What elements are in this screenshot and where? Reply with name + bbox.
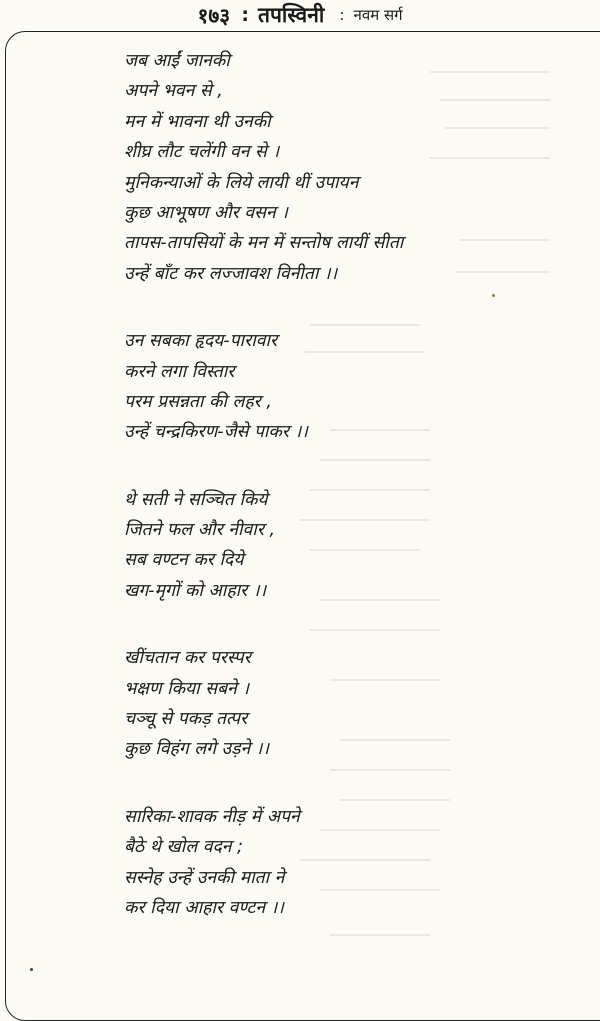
stanza-5 [124,802,594,924]
stanza-1 [124,46,594,289]
verse-line: जब आईं जानकी [124,51,230,71]
verse-line: खग-मृगों को आहार ।। [124,580,267,601]
verse-line: सब वण्टन कर दिये [124,550,244,571]
verse-line: परम प्रसन्नता की लहर , [124,391,272,412]
verse-line: उन सबका हृदय-पारावार [124,331,278,352]
verse-line: उन्हें बाँट कर लज्जावश विनीता ।। [124,263,338,284]
verse-line: चञ्चू से पकड़ तत्पर [124,709,248,730]
ink-speck [30,968,33,971]
ink-speck [492,294,495,297]
verse-line: करने लगा विस्तार [124,361,235,382]
verse-line: तापस-तापसियों के मन में सन्तोष लायीं सीता [124,233,404,254]
stanza-3 [124,485,594,607]
verse-line: जितने फल और नीवार , [124,520,276,541]
page-number: १७३ [197,4,231,28]
verse-line: मुनिकन्याओं के लिये लायी थीं उपायन [124,172,359,193]
verse-line: सारिका-शावक नीड़ में अपने [124,806,300,827]
verse-line: बैठे थे खोल वदन ; [124,837,243,858]
verse-line: सस्नेह उन्हें उनकी माता ने [124,867,285,888]
verse-line: शीघ्र लौट चलेंगी वन से । [124,142,280,163]
verse-line: अपने भवन से , [124,81,223,102]
verse-line: उन्हें चन्द्रकिरण-जैसे पाकर ।। [124,422,308,443]
verse-line: मन में भावना थी उनकी [124,111,271,132]
poem-body [124,46,594,923]
chapter-title: नवम सर्ग [353,6,403,24]
verse-line: थे सती ने सञ्चित किये [124,489,268,510]
stanza-4 [124,643,594,765]
header-separator-2: : [339,6,345,24]
book-title: तपस्विनी [258,3,325,27]
verse-line: कुछ विहंग लगे उड़ने ।। [124,739,270,760]
verse-line: भक्षण किया सबने । [124,678,250,699]
header-separator: : [241,4,249,26]
stanza-2 [124,326,594,448]
verse-line: खींचतान कर परस्पर [124,648,251,669]
verse-line: कुछ आभूषण और वसन । [124,202,288,223]
verse-line: कर दिया आहार वण्टन ।। [124,897,284,918]
